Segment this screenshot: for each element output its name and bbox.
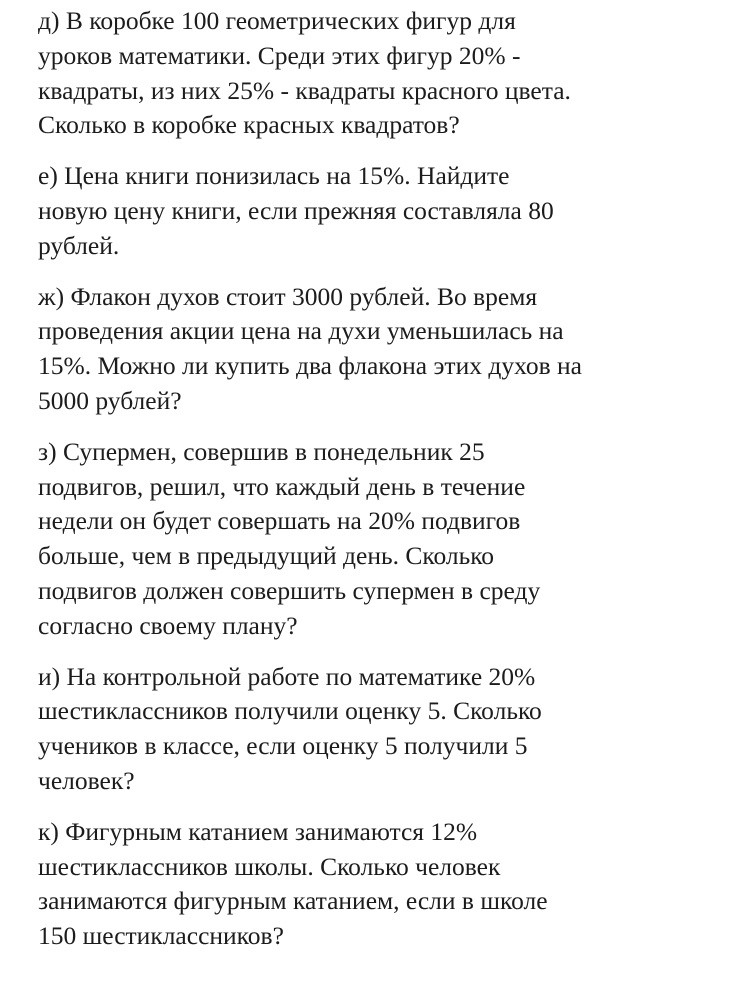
problem-i-line-4: человек? bbox=[38, 765, 135, 795]
problem-z-line-1: з) Супермен, совершив в понедельник 25 bbox=[38, 436, 485, 466]
problem-i-line-3: учеников в классе, если оценку 5 получили 5 bbox=[38, 731, 528, 761]
problem-i-line-2: шестиклассников получили оценку 5. Сколько bbox=[38, 696, 542, 726]
problem-d-line-2: уроков математики. Среди этих фигур 20% - bbox=[38, 40, 521, 70]
problem-e-line-3: рублей. bbox=[38, 230, 120, 260]
problem-k-line-4: 150 шестиклассников? bbox=[38, 921, 284, 951]
problem-e-line-1: е) Цена книги понизилась на 15%. Найдите bbox=[38, 161, 510, 191]
problem-zh-line-4: 5000 рублей? bbox=[38, 385, 182, 415]
problem-zh-line-1: ж) Флакон духов стоит 3000 рублей. Во время bbox=[38, 281, 538, 311]
problem-k-line-2: шестиклассников школы. Сколько человек bbox=[38, 851, 501, 881]
problem-zh-line-3: 15%. Можно ли купить два флакона этих духов на bbox=[38, 351, 582, 381]
problem-z-line-3: недели он будет совершать на 20% подвигов bbox=[38, 506, 521, 536]
problem-z-line-4: больше, чем в предыдущий день. Сколько bbox=[38, 541, 495, 571]
problem-z-line-6: согласно своему плану? bbox=[38, 610, 298, 640]
problem-k-line-1: к) Фигурным катанием занимаются 12% bbox=[38, 816, 478, 846]
problem-z-line-2: подвигов, решил, что каждый день в течение bbox=[38, 471, 526, 501]
problem-d-line-1: д) В коробке 100 геометрических фигур для bbox=[38, 6, 516, 35]
problem-zh bbox=[38, 280, 738, 419]
problem-d-line-3: квадраты, из них 25% - квадраты красного цвета. bbox=[38, 75, 571, 105]
problem-z bbox=[38, 435, 738, 644]
problem-list bbox=[38, 4, 738, 954]
problem-zh-line-2: проведения акции цена на духи уменьшилась на bbox=[38, 316, 564, 346]
problem-z-line-5: подвигов должен совершить супермен в среду bbox=[38, 575, 541, 605]
problem-d bbox=[38, 4, 738, 143]
problem-k-line-3: занимаются фигурным катанием, если в школе bbox=[38, 886, 548, 916]
problem-e bbox=[38, 159, 738, 263]
problem-d-line-4: Сколько в коробке красных квадратов? bbox=[38, 110, 460, 140]
problem-e-line-2: новую цену книги, если прежняя составляла 80 bbox=[38, 195, 554, 225]
problem-k bbox=[38, 815, 738, 954]
problem-i bbox=[38, 660, 738, 799]
problem-i-line-1: и) На контрольной работе по математике 20% bbox=[38, 661, 536, 691]
